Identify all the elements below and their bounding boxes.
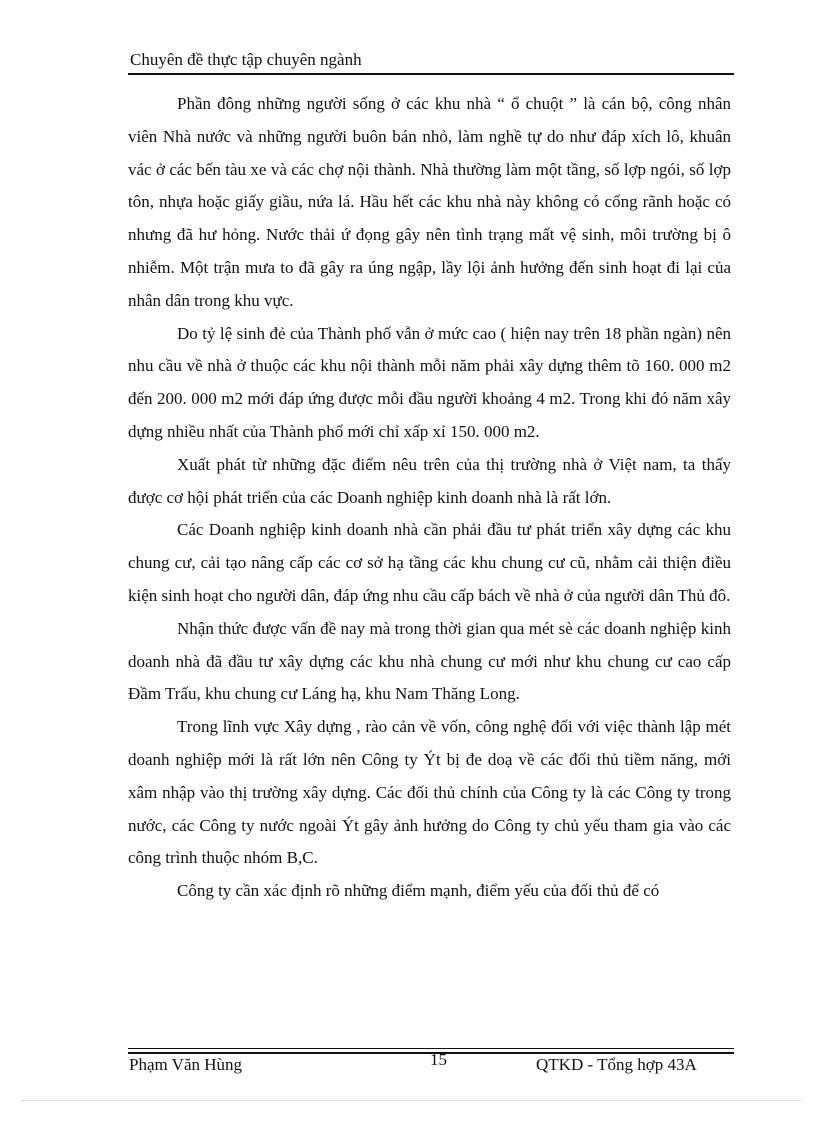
paragraph: Phần đông những người sống ở các khu nhà “ ổ chuột ” là cán bộ, công nhân viên Nhà nước và những người buôn bán nhỏ, làm nghề tự do như đáp xích lô, khuân vác ở các bến tàu xe và các chợ nội thành. Nhà thường làm một tầng, số lợp ngói, số lợp tôn, nhựa hoặc giấy giầu, nứa lá. Hầu hết các khu nhà này không có cống rãnh hoặc có nhưng đã hư hỏng. Nước thải ứ đọng gây nên tình trạng mất vệ sinh, môi trường bị ô nhiễm. Một trận mưa to đã gây ra úng ngập, lầy lội ảnh hưởng đến sinh hoạt đi lại của nhân dân trong khu vực. xyxy=(128,94,731,310)
document-body xyxy=(128,88,731,908)
paragraph: Nhận thức được vấn đề nay mà trong thời gian qua mét sè các doanh nghiệp kinh doanh nhà đã đầu tư xây dựng các khu nhà chung cư mới như khu chung cư cao cấp Đầm Trấu, khu chung cư Láng hạ, khu Nam Thăng Long. xyxy=(128,618,731,704)
paragraph: Do tỷ lệ sinh đẻ của Thành phố vẫn ở mức cao ( hiện nay trên 18 phần ngàn) nên nhu cầu về nhà ở thuộc các khu nội thành mỗi năm phải xây dựng thêm tõ 160. 000 m2 đến 200. 000 m2 mới đáp ứng được mỗi đầu người khoảng 4 m2. Trong khi đó năm xây dựng nhiều nhất của Thành phố mới chỉ xấp xỉ 150. 000 m2. xyxy=(128,323,731,441)
page-boundary xyxy=(22,1100,802,1101)
footer-rule xyxy=(128,1048,734,1049)
paragraph: Công ty cần xác định rõ những điểm mạnh, điểm yếu của đối thủ để có xyxy=(177,881,660,901)
header-title: Chuyên đề thực tập chuyên ngành xyxy=(130,50,362,69)
header-rule xyxy=(128,73,734,75)
paragraph: Các Doanh nghiệp kinh doanh nhà cần phải đầu tư phát triển xây dựng các khu chung cư, cải tạo nâng cấp các cơ sở hạ tầng các khu chung cư cũ, nhằm cải thiện điều kiện sinh hoạt cho người dân, đáp ứng nhu cầu cấp bách về nhà ở của người dân Thủ đô. xyxy=(128,520,731,605)
paragraph: Xuất phát từ những đặc điểm nêu trên của thị trường nhà ở Việt nam, ta thấy được cơ hội phát triển của các Doanh nghiệp kinh doanh nhà là rất lớn. xyxy=(128,454,731,507)
footer-class-info: QTKD - Tổng hợp 43A xyxy=(536,1055,697,1074)
paragraph: Trong lĩnh vực Xây dựng , rào cản về vốn, công nghệ đối với việc thành lập mét doanh nghiệp mới là rất lớn nên Công ty Ýt bị đe doạ về các đối thủ tiềm năng, mới xâm nhập vào thị trường xây dựng. Các đối thủ chính của Công ty là các Công ty trong nước, các Công ty nước ngoài Ýt gây ảnh hưởng do Công ty chủ yếu tham gia vào các công trình thuộc nhóm B,C. xyxy=(128,717,731,868)
page-number: 15 xyxy=(430,1050,447,1069)
footer-author: Phạm Văn Hùng xyxy=(129,1055,243,1074)
